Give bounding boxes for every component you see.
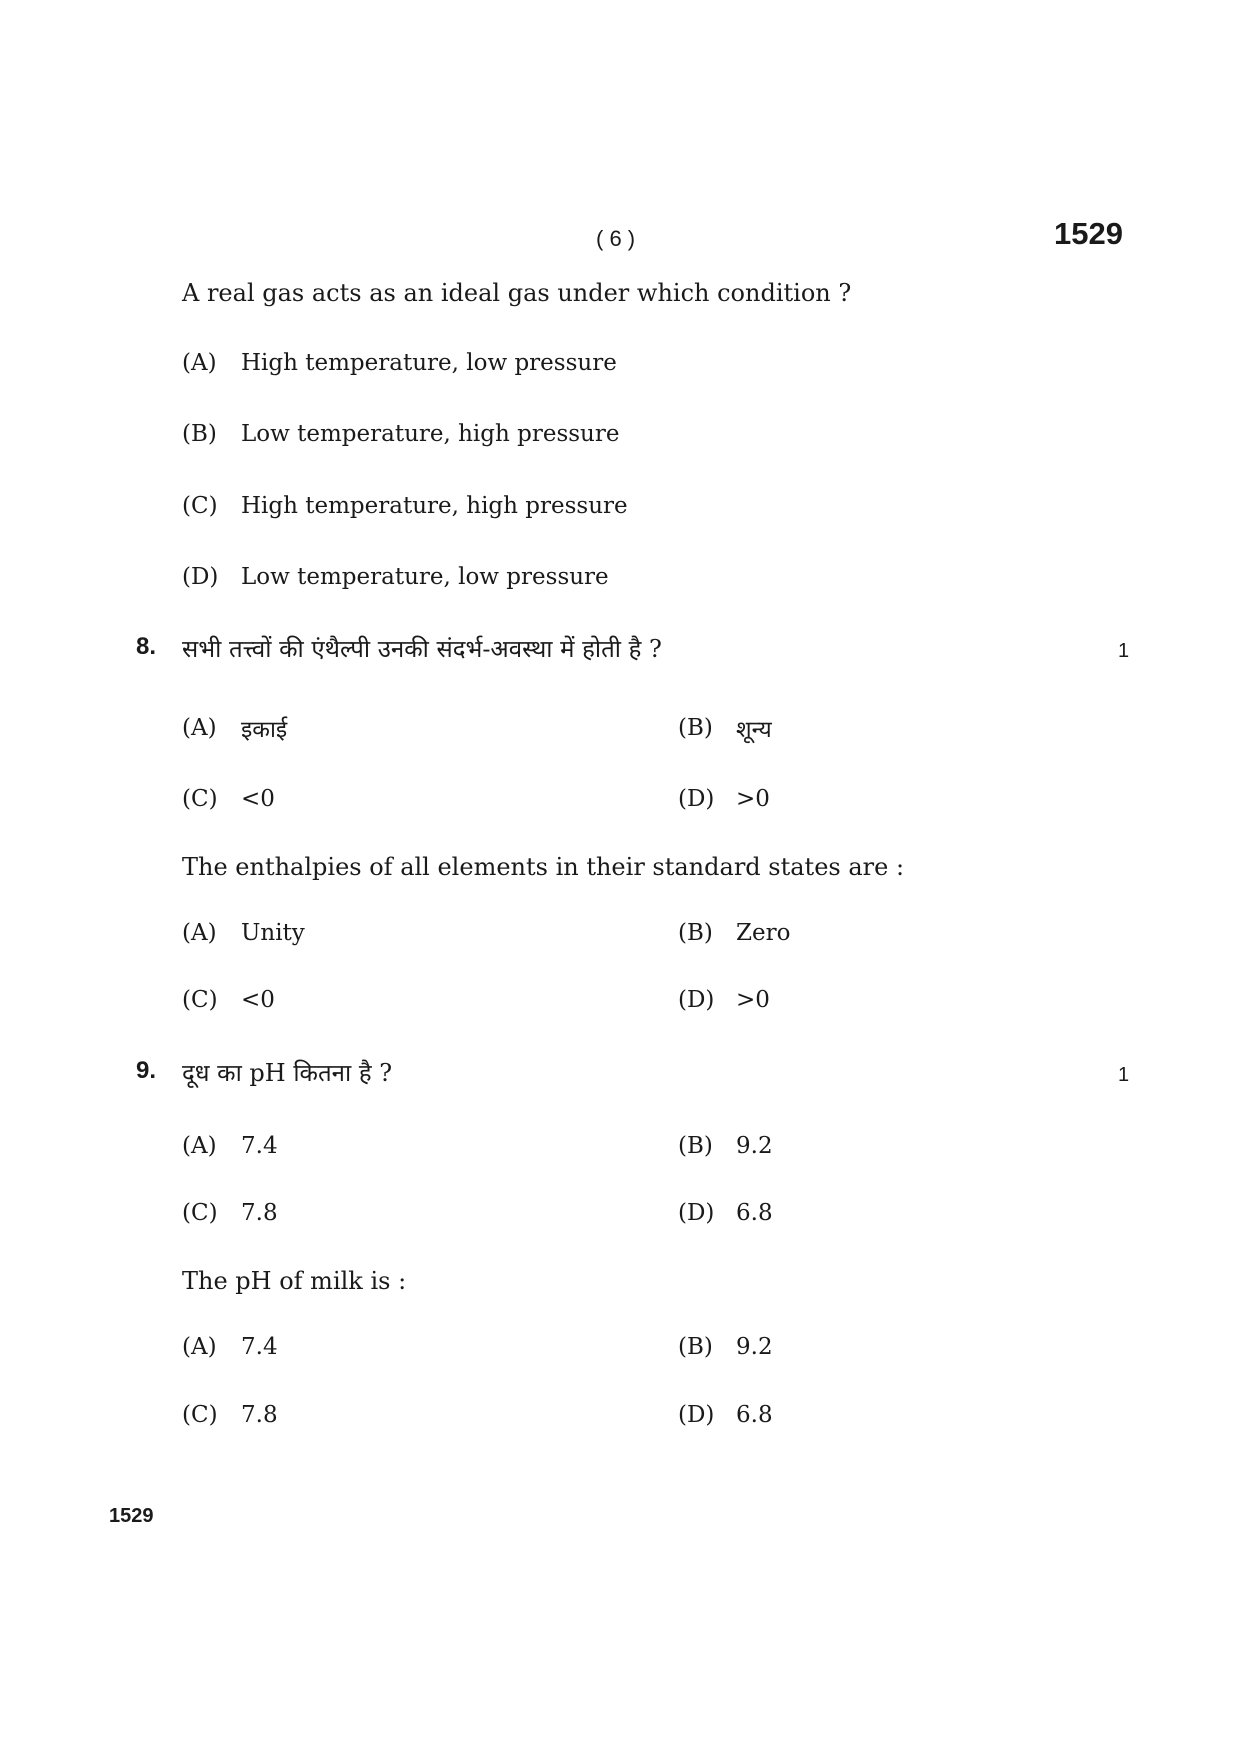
option-label: (D)	[678, 987, 715, 1013]
option-text: शून्य	[736, 717, 772, 743]
option-label: (A)	[182, 1334, 217, 1360]
option-text: <0	[241, 786, 275, 812]
option-label: (C)	[182, 493, 218, 519]
option-text: High temperature, low pressure	[241, 350, 617, 376]
option-label: (C)	[182, 786, 218, 812]
option-text: High temperature, high pressure	[241, 493, 628, 519]
option-text: 7.4	[241, 1334, 278, 1360]
option-text: Low temperature, low pressure	[241, 564, 609, 590]
q8-number: 8.	[136, 633, 157, 660]
q8-text-hi: सभी तत्त्वों की एंथैल्पी उनकी संदर्भ-अवस्था में होती है ?	[182, 635, 662, 663]
option-label: (B)	[678, 1334, 713, 1360]
option-label: (C)	[182, 1200, 218, 1226]
option-text: >0	[736, 786, 770, 812]
option-label: (D)	[678, 1402, 715, 1428]
q8-text-en: The enthalpies of all elements in their standard states are :	[182, 853, 905, 881]
option-text: 6.8	[736, 1200, 773, 1226]
option-text: <0	[241, 987, 275, 1013]
option-text: 7.8	[241, 1200, 278, 1226]
option-label: (D)	[678, 1200, 715, 1226]
option-label: (C)	[182, 987, 218, 1013]
option-text: 9.2	[736, 1133, 773, 1159]
option-label: (A)	[182, 715, 217, 741]
option-text: 6.8	[736, 1402, 773, 1428]
q9-number: 9.	[136, 1057, 157, 1084]
paper-code-footer: 1529	[109, 1505, 154, 1527]
option-label: (B)	[678, 1133, 713, 1159]
option-text: 7.8	[241, 1402, 278, 1428]
q7-text-en: A real gas acts as an ideal gas under which condition ?	[182, 279, 852, 307]
option-text: Low temperature, high pressure	[241, 421, 620, 447]
option-label: (A)	[182, 1133, 217, 1159]
option-text: Unity	[241, 920, 305, 946]
option-text: 9.2	[736, 1334, 773, 1360]
option-text: Zero	[736, 920, 791, 946]
q8-marks: 1	[1118, 640, 1130, 662]
option-label: (A)	[182, 920, 217, 946]
option-label: (C)	[182, 1402, 218, 1428]
option-label: (A)	[182, 350, 217, 376]
q9-marks: 1	[1118, 1064, 1130, 1086]
option-label: (B)	[678, 920, 713, 946]
q9-text-en: The pH of milk is :	[182, 1267, 407, 1295]
option-label: (D)	[182, 564, 219, 590]
option-text: 7.4	[241, 1133, 278, 1159]
q9-text-hi: दूध का pH कितना है ?	[182, 1059, 393, 1087]
option-label: (B)	[182, 421, 217, 447]
option-label: (D)	[678, 786, 715, 812]
option-text: >0	[736, 987, 770, 1013]
option-text: इकाई	[241, 717, 288, 743]
option-label: (B)	[678, 715, 713, 741]
paper-code-header: 1529	[1054, 216, 1123, 251]
page-number: ( 6 )	[596, 226, 636, 251]
